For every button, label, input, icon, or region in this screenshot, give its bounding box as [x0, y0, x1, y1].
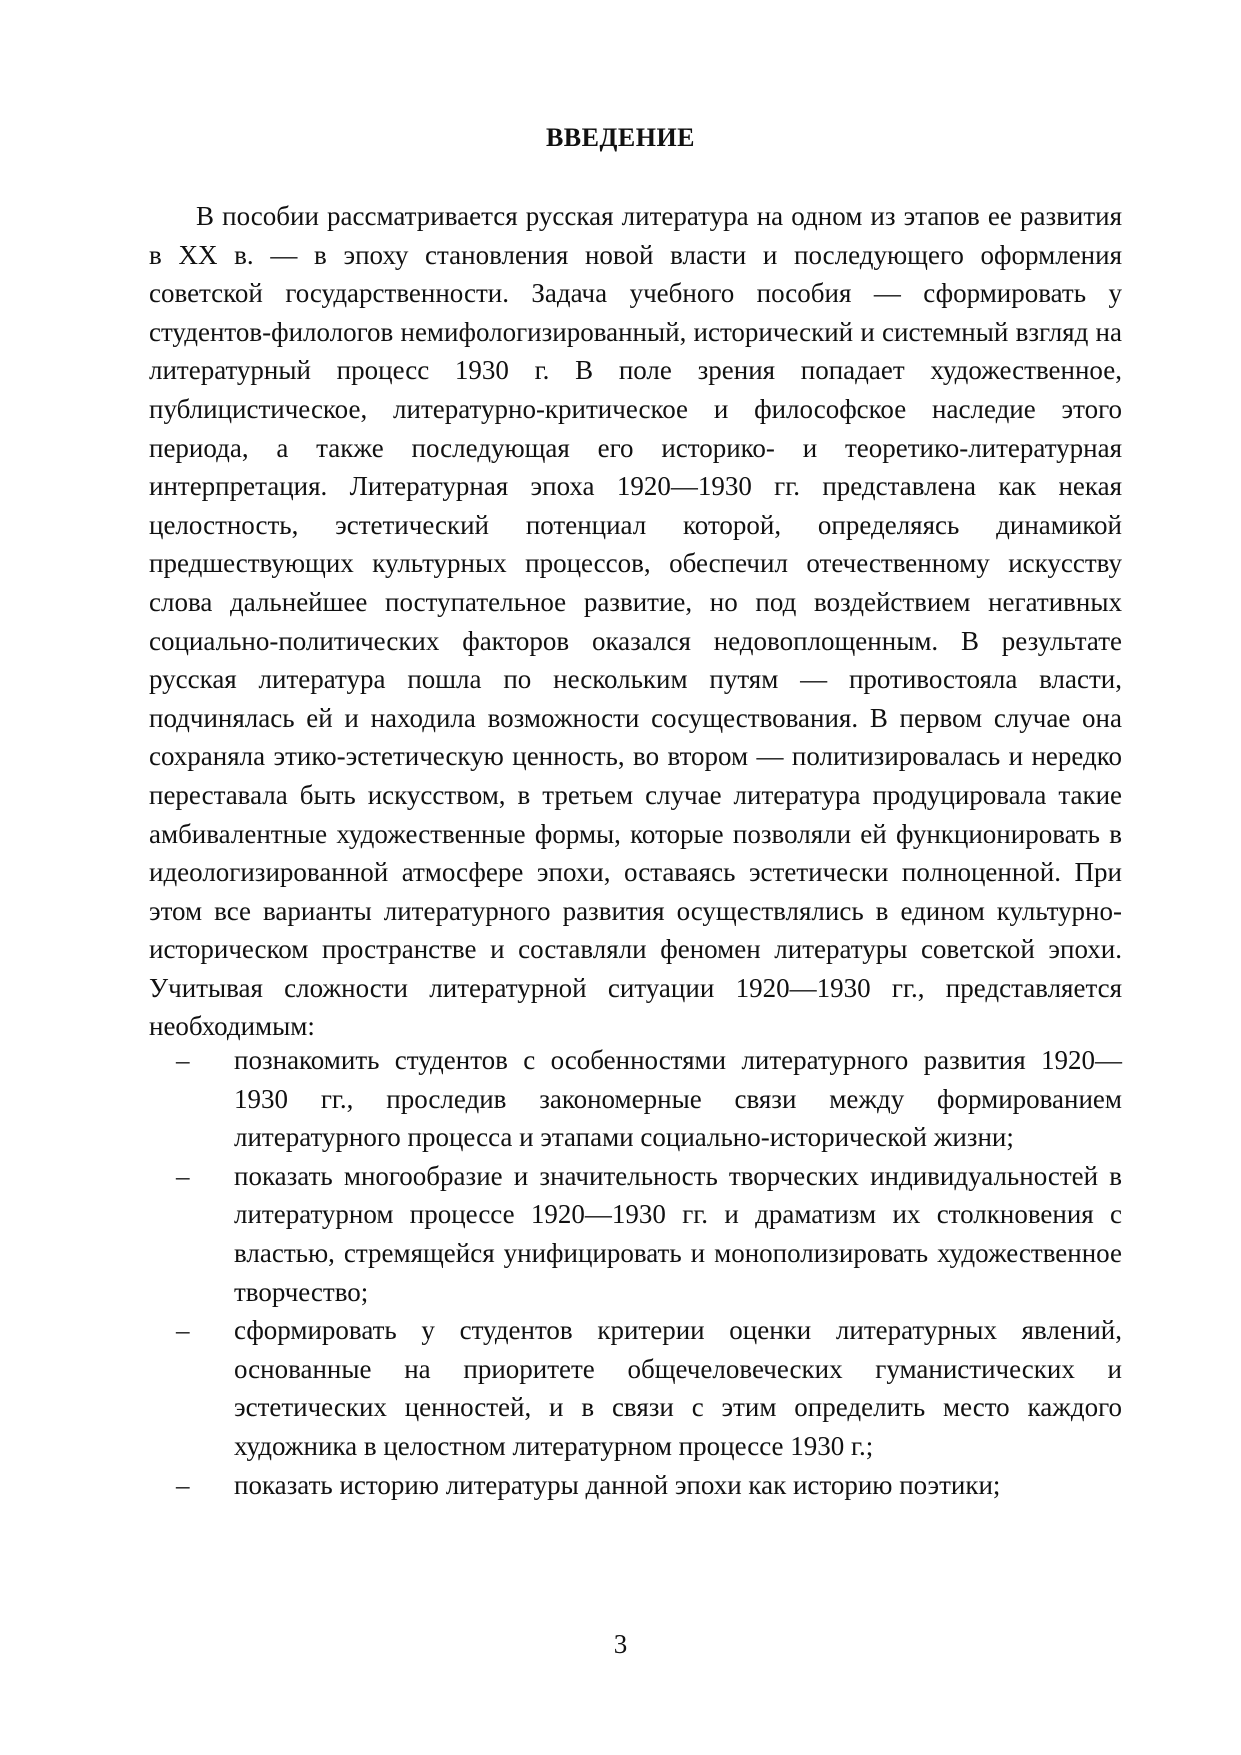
list-item [149, 1041, 1122, 1157]
goals-list [149, 1041, 1122, 1504]
list-item [149, 1311, 1122, 1465]
list-item-text: показать многообразие и значительность творческих индивидуальностей в литературном процессе 1920—1930 гг. и драматизм их столкновения с властью, стремящейся унифицировать и монополизировать художественное творчество; [234, 1160, 1122, 1307]
list-item-text: сформировать у студентов критерии оценки литературных явлений, основанные на приоритете общечеловеческих гуманистических и эстетических ценностей, и в связи с этим определить место каждого художника в целостном литературном процессе 1930 г.; [234, 1315, 1122, 1461]
dash-marker: – [176, 1045, 190, 1075]
dash-marker: – [176, 1469, 190, 1500]
page-number: 3 [613, 1629, 628, 1659]
dash-marker: – [176, 1315, 190, 1346]
dash-marker: – [176, 1160, 190, 1191]
page-title: ВВЕДЕНИЕ [545, 123, 696, 152]
list-item-text: познакомить студентов с особенностями литературного развития 1920—1930 гг., проследив закономерные связи между формированием литературного процесса и этапами социально-исторической жизни; [234, 1045, 1122, 1153]
list-item [149, 1466, 1122, 1505]
list-item-text: показать историю литературы данной эпохи как историю поэтики; [234, 1469, 1001, 1500]
intro-paragraph: В пособии рассматривается русская литература на одном из этапов ее развития в XX в. — в эпоху становления новой власти и последующего оформления советской государственности. Задача учебного пособия — сформировать у студентов-филологов немифологизированный, исторический и системный взгляд на литературный процесс 1930 г. В поле зрения попадает художественное, публицистическое, литературно-критическое и философское наследие этого периода, а также последующая его историко- и теоретико-литературная интерпретация. Литературная эпоха 1920—1930 гг. представлена как некая целостность, эстетический потенциал которой, определяясь динамикой предшествующих культурных процессов, обеспечил отечественному искусству слова дальнейшее поступательное развитие, но под воздействием негативных социально-политических факторов оказался недовоплощенным. В результате русская литература пошла по нескольким путям — противостояла власти, подчинялась ей и находила возможности сосуществования. В первом случае она сохраняла этико-эстетическую ценность, во втором — политизировалась и нередко переставала быть искусством, в третьем случае литература продуцировала такие амбивалентные художественные формы, которые позволяли ей функционировать в идеологизированной атмосфере эпохи, оставаясь эстетически полноценной. При этом все варианты литературного развития осуществлялись в едином культурно-историческом пространстве и составляли феномен литературы советской эпохи. Учитывая сложности литературной ситуации 1920—1930 гг., представляется необходимым: [149, 201, 1122, 1042]
list-item [149, 1157, 1122, 1311]
